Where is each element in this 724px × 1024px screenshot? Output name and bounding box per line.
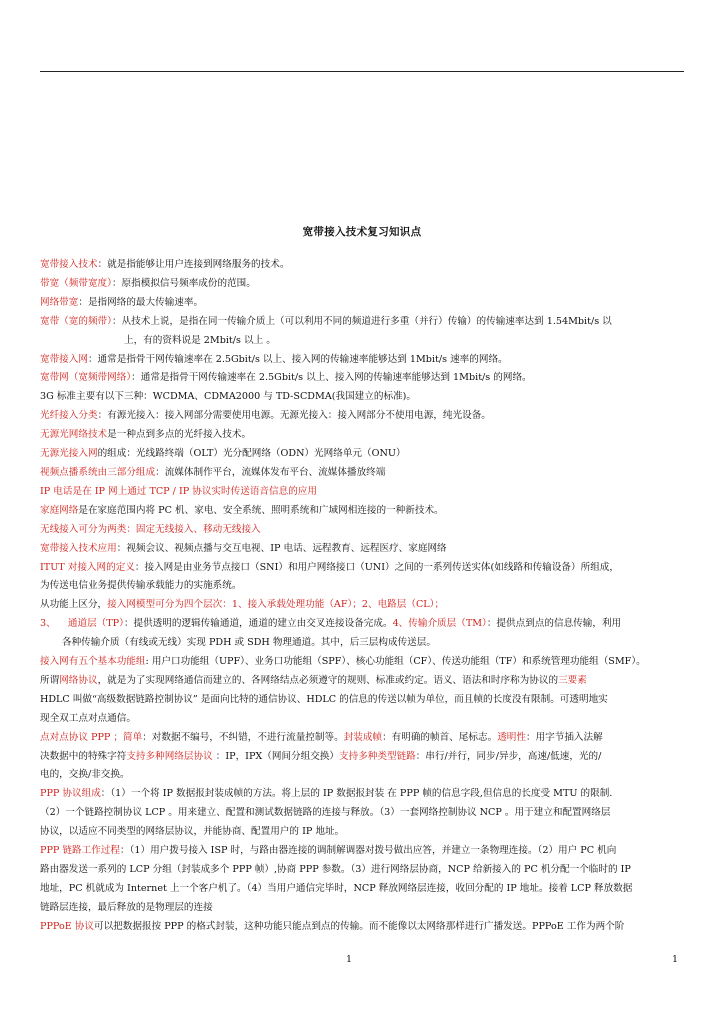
header-rule <box>40 71 684 72</box>
term: 三要素 <box>558 674 587 686</box>
term: 宽带网（宽频带网络） <box>40 372 132 384</box>
paragraph <box>40 729 686 748</box>
term: 网络带宽 <box>40 296 79 308</box>
paragraph <box>40 388 686 407</box>
term: 支持多种类型链路 <box>339 750 416 762</box>
definition: ：用字节插入法解 <box>525 731 603 743</box>
paragraph <box>40 785 686 804</box>
term: 透明性 <box>497 731 526 743</box>
paragraph-continuation: 现全双工点对点通信。 <box>40 712 136 724</box>
definition: ：（1）一个将 IP 数据报封装成帧的方法。将上层的 IP 数据报封装 在 PPP 帧的信息字段,但信息的长度受 MTU 的限制. <box>100 788 613 800</box>
term: 宽带接入技术应用 <box>40 542 117 554</box>
definition: 3G 标准主要有以下三种：WCDMA、CDMA2000 与 TD-SCDMA(我国建立的标准)。 <box>40 391 416 403</box>
term: 通道层（TP） <box>67 618 124 630</box>
term: 带宽（频带宽度） <box>40 277 112 289</box>
paragraph <box>40 672 686 691</box>
term: PPP 链路工作过程 <box>40 845 120 857</box>
definition: ：通常是指骨干网传输速率在 2.5Gbit/s 以上、接入网的传输速率能够达到 1Mbit/s 的网络。 <box>131 372 532 384</box>
term: 宽带接入网 <box>40 353 88 365</box>
paragraph-continuation: 电的，交换/非交换。 <box>40 769 130 781</box>
definition: ：流媒体制作平台，流媒体发布平台、流媒体播放终端 <box>155 466 386 478</box>
paragraph <box>40 256 686 275</box>
paragraph-continuation: 上，有的资料说是 2Mbit/s 以上 。 <box>124 334 276 346</box>
definition: 可以把数据报按 PPP 的格式封装，这种功能只能点到点的传输。而不能像以太网络那样进行广播发送。PPPoE 工作为两个阶 <box>94 920 625 932</box>
paragraph <box>40 445 686 464</box>
definition: ：（1）用户拨号接入 ISP 时，与路由器连接的调制解调器对拨号做出应答，并建立一条物理连接。（2）用户 PC 机向 <box>119 845 617 857</box>
term: PPP 协议组成 <box>40 788 101 800</box>
paragraph-continuation: 各种传输介质（有线或无线）实现 PDH 或 SDH 物理通道。其中，后三层构成传送层。 <box>62 637 436 649</box>
definition: ：是指网络的最大传输速率。 <box>78 296 204 308</box>
term: 接入网模型可分为四个层次：1、接入承载处理功能（AF）；2、电路层（CL）； <box>107 599 445 611</box>
term: 支持多种网络层协议 <box>126 750 216 762</box>
term: 光纤接入分类 <box>40 410 98 422</box>
definition: 是在家庭范围内将 PC 机、家电、安全系统、照明系统和广域网相连接的一种新技术。 <box>78 504 444 516</box>
definition: 的组成：光线路终端（OLT）光分配网络（ODN）光网络单元（ONU） <box>97 448 406 460</box>
page-title: 宽带接入技术复习知识点 <box>302 226 422 238</box>
paragraph-continuation: 协议，以适应不同类型的网络层协议，并能协商、配置用户的 IP 地址。 <box>40 826 345 838</box>
term: IP 电话是在 IP 网上通过 TCP / IP 协议实时传送语音信息的应用 <box>40 485 317 497</box>
paragraph: HDLC 叫做“高级数据链路控制协议” 是面向比特的通信协议、HDLC 的信息的传送以帧为单位，而且帧的长度没有限制。可透明地实 <box>40 693 608 705</box>
definition: ：就是指能够让用户连接到网络服务的技术。 <box>97 259 290 270</box>
definition: ：有明确的帧首、尾标志。 <box>382 731 498 743</box>
definition: ：对数据不编号，不纠错，不进行流量控制等。 <box>142 731 344 743</box>
term: 宽带接入技术 <box>40 259 98 270</box>
paragraph <box>40 540 686 559</box>
definition: ：提供点到点的信息传输，利用 <box>486 618 622 630</box>
definition: ：有源光接入：接入网部分需要使用电源。无源光接入：接入网部分不使用电源，纯光设备。 <box>97 410 491 422</box>
term: 宽带（宽的频带） <box>40 315 112 327</box>
paragraph <box>40 483 686 502</box>
term: 4、传输介质层（TM） <box>392 618 487 630</box>
paragraph <box>40 559 686 578</box>
definition: : 用户口功能组（UPF）、业务口功能组（SPF）、核心功能组（CF）、传送功能组（TF）和系统管理功能组（SMF）。 <box>145 656 646 668</box>
definition: ：串行/并行，同步/异步，高速/低速，光的/ <box>415 750 602 762</box>
definition: ：通常是指骨干网传输速率在 2.5Gbit/s 以上、接入网的传输速率能够达到 1Mbit/s 速率的网络。 <box>87 353 508 365</box>
term: 视频点播系统由三部分组成 <box>40 466 156 478</box>
document-body <box>40 256 686 937</box>
definition: ：原指模拟信号频率成份的范围。 <box>111 277 256 289</box>
paragraph-continuation: 路由器发送一系列的 LCP 分组（封装成多个 PPP 帧）,协商 PPP 参数。（3）进行网络层协商，NCP 给新接入的 PC 机分配一个临时的 IP <box>40 864 631 875</box>
paragraph-continuation: 地址，PC 机就成为 Internet 上一个客户机了。（4）当用户通信完毕时，NCP 释放网络层连接，收回分配的 IP 地址。接着 LCP 释放数据 <box>40 882 633 894</box>
paragraph <box>40 653 686 672</box>
definition: ：IP，IPX（网间分组交换） <box>215 750 340 762</box>
paragraph <box>40 294 686 313</box>
definition: ：提供透明的逻辑传输通道，通道的建立由交叉连接设备完成。 <box>123 618 393 630</box>
page-number: 1 <box>346 954 353 965</box>
term: 封装成帧 <box>343 731 383 743</box>
paragraph <box>40 313 686 332</box>
definition: ：视频会议、视频点播与交互电视、IP 电话、远程教育、远程医疗、家庭网络 <box>116 542 447 554</box>
list-number: 3、 <box>40 618 56 630</box>
text: 所谓 <box>40 674 60 686</box>
definition: ：接入网是由业务节点接口（SNI）和用户网络接口（UNI）之间的一系列传送实体(如线路和传输设备）所组成， <box>134 561 619 573</box>
page-number-right: 1 <box>672 954 679 965</box>
paragraph <box>40 426 686 445</box>
paragraph <box>40 615 686 634</box>
paragraph <box>40 521 686 540</box>
paragraph <box>40 369 686 388</box>
paragraph <box>40 502 686 521</box>
paragraph <box>40 596 686 615</box>
paragraph-continuation: 链路层连接，最后释放的是物理层的连接 <box>40 901 213 913</box>
term: 无源光接入网 <box>40 448 98 460</box>
term: ITUT 对接入网的定义 <box>40 561 135 573</box>
definition: 是一种点到多点的光纤接入技术。 <box>107 429 252 441</box>
paragraph <box>40 842 686 861</box>
definition: ：从技术上说，是指在同一传输介质上（可以利用不同的频道进行多重（并行）传输）的传输速率达到 1.54Mbit/s 以 <box>111 315 612 327</box>
paragraph <box>40 351 686 370</box>
paragraph <box>40 275 686 294</box>
term: 网络协议 <box>59 674 98 686</box>
definition: 决数据中的特殊字符 <box>40 750 127 762</box>
definition: ，就是为了实现网络通信而建立的、各网络结点必须遵守的规则、标准或约定。语义、语法和时序称为协议的 <box>97 674 559 686</box>
term: PPPoE 协议 <box>40 920 94 932</box>
term: 家庭网络 <box>40 504 79 516</box>
term: 点对点协议 PPP ；简单 <box>40 731 143 743</box>
text: 从功能上区分， <box>40 599 108 611</box>
paragraph-continuation: 为传送电信业务提供传输承载能力的实施系统。 <box>40 580 242 592</box>
paragraph <box>40 918 686 937</box>
paragraph-continuation: （2）一个链路控制协议 LCP 。用来建立、配置和测试数据链路的连接与释放。（3）一套网络控制协议 NCP 。用于建立和配置网络层 <box>40 807 611 819</box>
paragraph-continuation <box>40 748 686 767</box>
term: 接入网有五个基本功能组 <box>40 656 146 668</box>
paragraph <box>40 407 686 426</box>
paragraph <box>40 464 686 483</box>
term: 无线接入可分为两类：固定无线接入、移动无线接入 <box>40 523 261 535</box>
term: 无源光网络技术 <box>40 429 108 441</box>
